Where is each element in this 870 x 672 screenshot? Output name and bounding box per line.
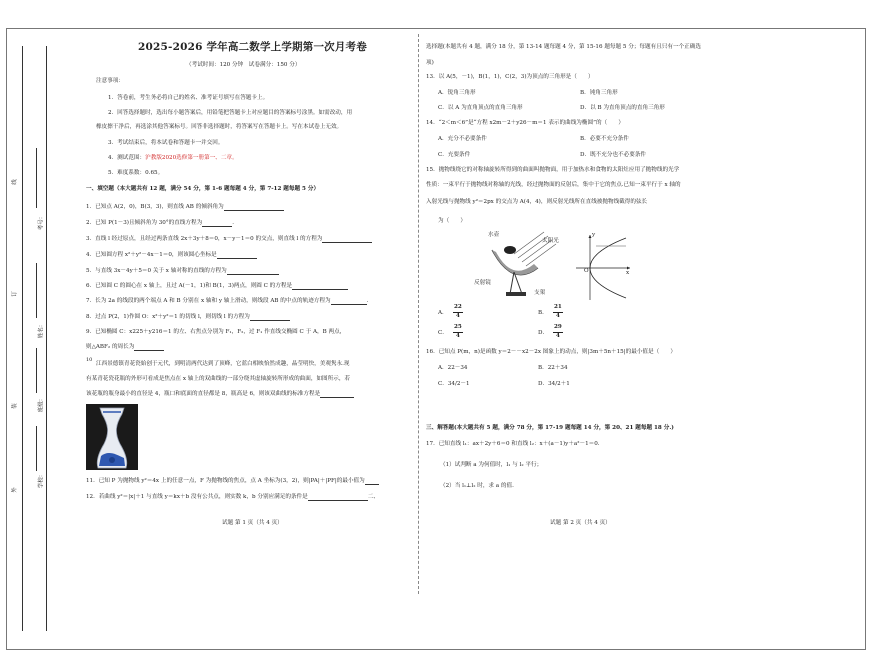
answer-blank[interactable]	[217, 253, 257, 259]
axis-label-origin: O	[584, 268, 589, 274]
blank-class[interactable]	[36, 348, 38, 393]
option-16a[interactable]: A．22－34	[438, 365, 468, 371]
binding-strip	[6, 28, 66, 648]
question-10-line-1: 江西景德镇青花瓷始创于元代，到明清两代达到了顶峰，它蓝白相映怡然成趣，晶莹明快，美观隽永.现	[96, 361, 350, 367]
label-exam-number: 考号：	[38, 213, 45, 231]
question-3: 3．直线 l 经过原点，且经过两条直线 2x＋3y＋8＝0，x－y－1＝0 的交点，则直线 l 的方程为	[86, 236, 372, 243]
page-footer-2: 试题 第 2 页（共 4 页）	[550, 520, 611, 526]
answer-blank[interactable]	[250, 315, 290, 321]
cut-mark: 线	[11, 179, 18, 185]
option-14a[interactable]: A．充分不必要条件	[438, 136, 487, 142]
notes-heading: 注意事项：	[96, 78, 124, 84]
answer-blank[interactable]	[134, 345, 164, 351]
fig-label-sunlight: 太阳光	[542, 238, 559, 244]
section-2-intro: 选择题(本题共有 4 题，满分 18 分，第 13-14 题每题 4 分，第 15-16 题每题 5 分；每题有且只有一个正确选	[426, 44, 701, 50]
label-class: 班级：	[38, 395, 45, 413]
question-11: 11．已知 P 为抛物线 y²＝4x 上的任意一点，F 为抛物线的焦点，点 A 坐标为(3，2)，则|PA|＋|PF|的最小值为	[86, 478, 379, 485]
option-16c[interactable]: C．34/2－1	[438, 381, 470, 387]
column-divider	[418, 34, 420, 594]
answer-blank[interactable]	[331, 299, 367, 305]
note-1: 1．答卷前，考生务必将自己的姓名、准考证号填写在答题卡上。	[108, 95, 269, 101]
blank-exam-number[interactable]	[36, 148, 38, 208]
question-15-line-4: 为（ ）	[438, 218, 466, 224]
cut-mark: 外	[11, 487, 18, 493]
cut-mark: 订	[11, 291, 18, 297]
note-4-scope: 沪教版2020选修第一册第一、二章。	[145, 155, 238, 161]
option-15b[interactable]: B． 21 4	[538, 304, 562, 319]
binding-line-outer	[22, 46, 23, 631]
question-6: 6．已知圆 C 的圆心在 x 轴上，且过 A(－1，1)和 B(1，3)两点，则圆 C 的方程是	[86, 283, 348, 290]
question-14: 14．“2＜m＜6”是“方程 x2m－2＋y26－m＝1 表示的曲线为椭圆”的（ ）	[426, 120, 624, 126]
question-10-number: 10	[86, 357, 93, 363]
page-footer-1: 试题 第 1 页（共 4 页）	[222, 520, 283, 526]
note-2: 2．回答选择题时，选出每小题答案后，用铅笔把答题卡上对应题目的答案标号涂黑。如需改动，用	[108, 110, 353, 116]
option-14c[interactable]: C．充要条件	[438, 152, 471, 158]
vase-image	[86, 404, 138, 470]
section-3-heading: 三、解答题(本大题共有 5 题，满分 78 分，第 17-19 题每题 14 分，第 20、21 题每题 18 分.)	[426, 425, 674, 431]
note-5: 5．难度系数：0.65。	[108, 170, 164, 176]
note-4-label: 4．测试范围：	[108, 155, 146, 161]
question-16: 16．已知点 P(m，n)是函数 y＝2－－x2－2x 图象上的动点，则|3m＋5n＋15|的最小值是（ ）	[426, 349, 676, 355]
question-10-line-3: 该花瓶的瓶身最小的直径是 4，瓶口和底面的直径都是 8，瓶高是 6，则该双曲线的标准方程是	[86, 391, 354, 398]
answer-blank[interactable]	[227, 269, 279, 275]
cut-mark: 装	[11, 403, 18, 409]
answer-blank[interactable]	[308, 495, 368, 501]
question-10-line-2: 有某青花瓷花瓶的外形可看成是焦点在 x 轴上的双曲线的一部分绕其虚轴旋转所形成的曲面，如图所示，若	[86, 376, 351, 382]
question-5: 5．与直线 3x－4y＋5＝0 关于 x 轴对称的直线的方程为	[86, 268, 279, 275]
option-16b[interactable]: B．22＋34	[538, 365, 568, 371]
fig-label-kettle: 水壶	[488, 232, 500, 238]
axis-label-y: y	[592, 232, 596, 238]
question-2: 2．已知 P(1－3)且倾斜角为 30°的直线方程为 ．	[86, 220, 238, 226]
answer-blank[interactable]	[365, 479, 379, 485]
section-1-heading: 一、填空题（本大题共有 12 题，满分 54 分，第 1-6 题每题 4 分，第 7-12 题每题 5 分）	[86, 186, 320, 192]
parabola-figure	[574, 232, 632, 302]
axis-label-x: x	[626, 270, 630, 276]
option-14b[interactable]: B．必要不充分条件	[580, 136, 629, 142]
option-13a[interactable]: A．锐角三角形	[438, 90, 476, 96]
solar-cooker-figure	[474, 228, 566, 300]
section-2-intro-cont: 项)	[426, 60, 434, 66]
option-15d[interactable]: D． 29 4	[538, 324, 562, 339]
binding-line-inner	[46, 46, 47, 631]
blank-school[interactable]	[36, 426, 38, 471]
option-15c[interactable]: C． 25 4	[438, 324, 462, 339]
exam-title: 2025-2026 学年高二数学上学期第一次月考卷	[138, 41, 367, 53]
note-2-cont: 橡皮擦干净后，再选涂其他答案标号。回答非选择题时，将答案写在答题卡上。写在本试卷上无效。	[96, 124, 343, 130]
parabola-graph	[574, 232, 632, 302]
question-7: 7．长为 2a 的线段的两个端点 A 和 B 分别在 x 轴和 y 轴上滑动，则线段 AB 的中点的轨迹方程为 ．	[86, 298, 373, 304]
question-17-part-1: （1）试判断 a 为何值时，l₁ 与 l₂ 平行；	[440, 462, 543, 468]
answer-blank[interactable]	[322, 237, 372, 243]
label-name: 姓名：	[38, 321, 45, 339]
option-15a[interactable]: A． 22 4	[438, 304, 462, 319]
question-13: 13．以 A(5，－1)，B(1，1)，C(2，3)为顶点的三角形是（ ）	[426, 74, 594, 80]
question-12: 12．若曲线 y²＝|x|＋1 与直线 y＝kx＋b 没有公共点，则实数 k，b 分别应满足的条件是 二、	[86, 494, 379, 500]
answer-blank[interactable]	[320, 392, 354, 398]
question-1: 1．已知点 A(2，0)，B(3，3)，则直线 AB 的倾斜角为	[86, 204, 284, 211]
question-17: 17．已知直线 l₁：ax＋2y＋6＝0 和直线 l₂：x＋(a－1)y＋a²－1＝0.	[426, 441, 600, 447]
note-4	[108, 155, 238, 162]
label-school: 学校：	[38, 471, 45, 489]
exam-subtitle: （考试时间：120 分钟 试卷满分：150 分）	[186, 62, 301, 68]
fig-label-stand: 支架	[534, 290, 546, 296]
option-13b[interactable]: B．钝角三角形	[580, 90, 618, 96]
question-4: 4．已知圆方程 x²＋y²－4x－1＝0，则该圆心坐标是	[86, 252, 257, 259]
fig-label-reflector: 反射镜	[474, 280, 491, 286]
answer-blank[interactable]	[292, 284, 348, 290]
question-15-line-1: 15．抛物线绕它的对称轴旋转所得到的曲面叫抛物面，用于加热水和食物的太阳灶应用了抛物线的光学	[426, 167, 680, 173]
answer-blank[interactable]	[224, 205, 284, 211]
question-9-cont: 则△ABF₂ 的周长为	[86, 344, 164, 351]
vase-icon	[86, 404, 138, 470]
option-13d[interactable]: D．以 B 为直角顶点的直角三角形	[580, 105, 665, 111]
answer-blank[interactable]	[202, 221, 232, 227]
option-16d[interactable]: D．34/2＋1	[538, 381, 570, 387]
blank-name[interactable]	[36, 263, 38, 318]
question-9: 9．已知椭圆 C：x225＋y216＝1 的左、右焦点分别为 F₁，F₂，过 F₁ 作直线交椭圆 C 于 A，B 两点，	[86, 329, 346, 335]
note-3: 3．考试结束后，将本试卷和答题卡一并交回。	[108, 140, 224, 146]
option-14d[interactable]: D．既不充分也不必要条件	[580, 152, 647, 158]
question-15-line-3: 入射光线与抛物线 y²＝2px 的交点为 A(4，4)，则反射光线所在直线被抛物线截得的弦长	[426, 199, 648, 205]
option-13c[interactable]: C．以 A 为直角顶点的直角三角形	[438, 105, 523, 111]
question-17-part-2: （2）当 l₁⊥l₂ 时，求 a 的值.	[440, 483, 514, 489]
question-8: 8．过点 P(2，1)作圆 O：x²＋y²＝1 的切线 l，则切线 l 的方程为	[86, 314, 290, 321]
question-15-line-2: 性质：一束平行于抛物线对称轴的光线，经过抛物面的反射后，集中于它的焦点.已知一束平行于 x 轴的	[426, 182, 681, 188]
